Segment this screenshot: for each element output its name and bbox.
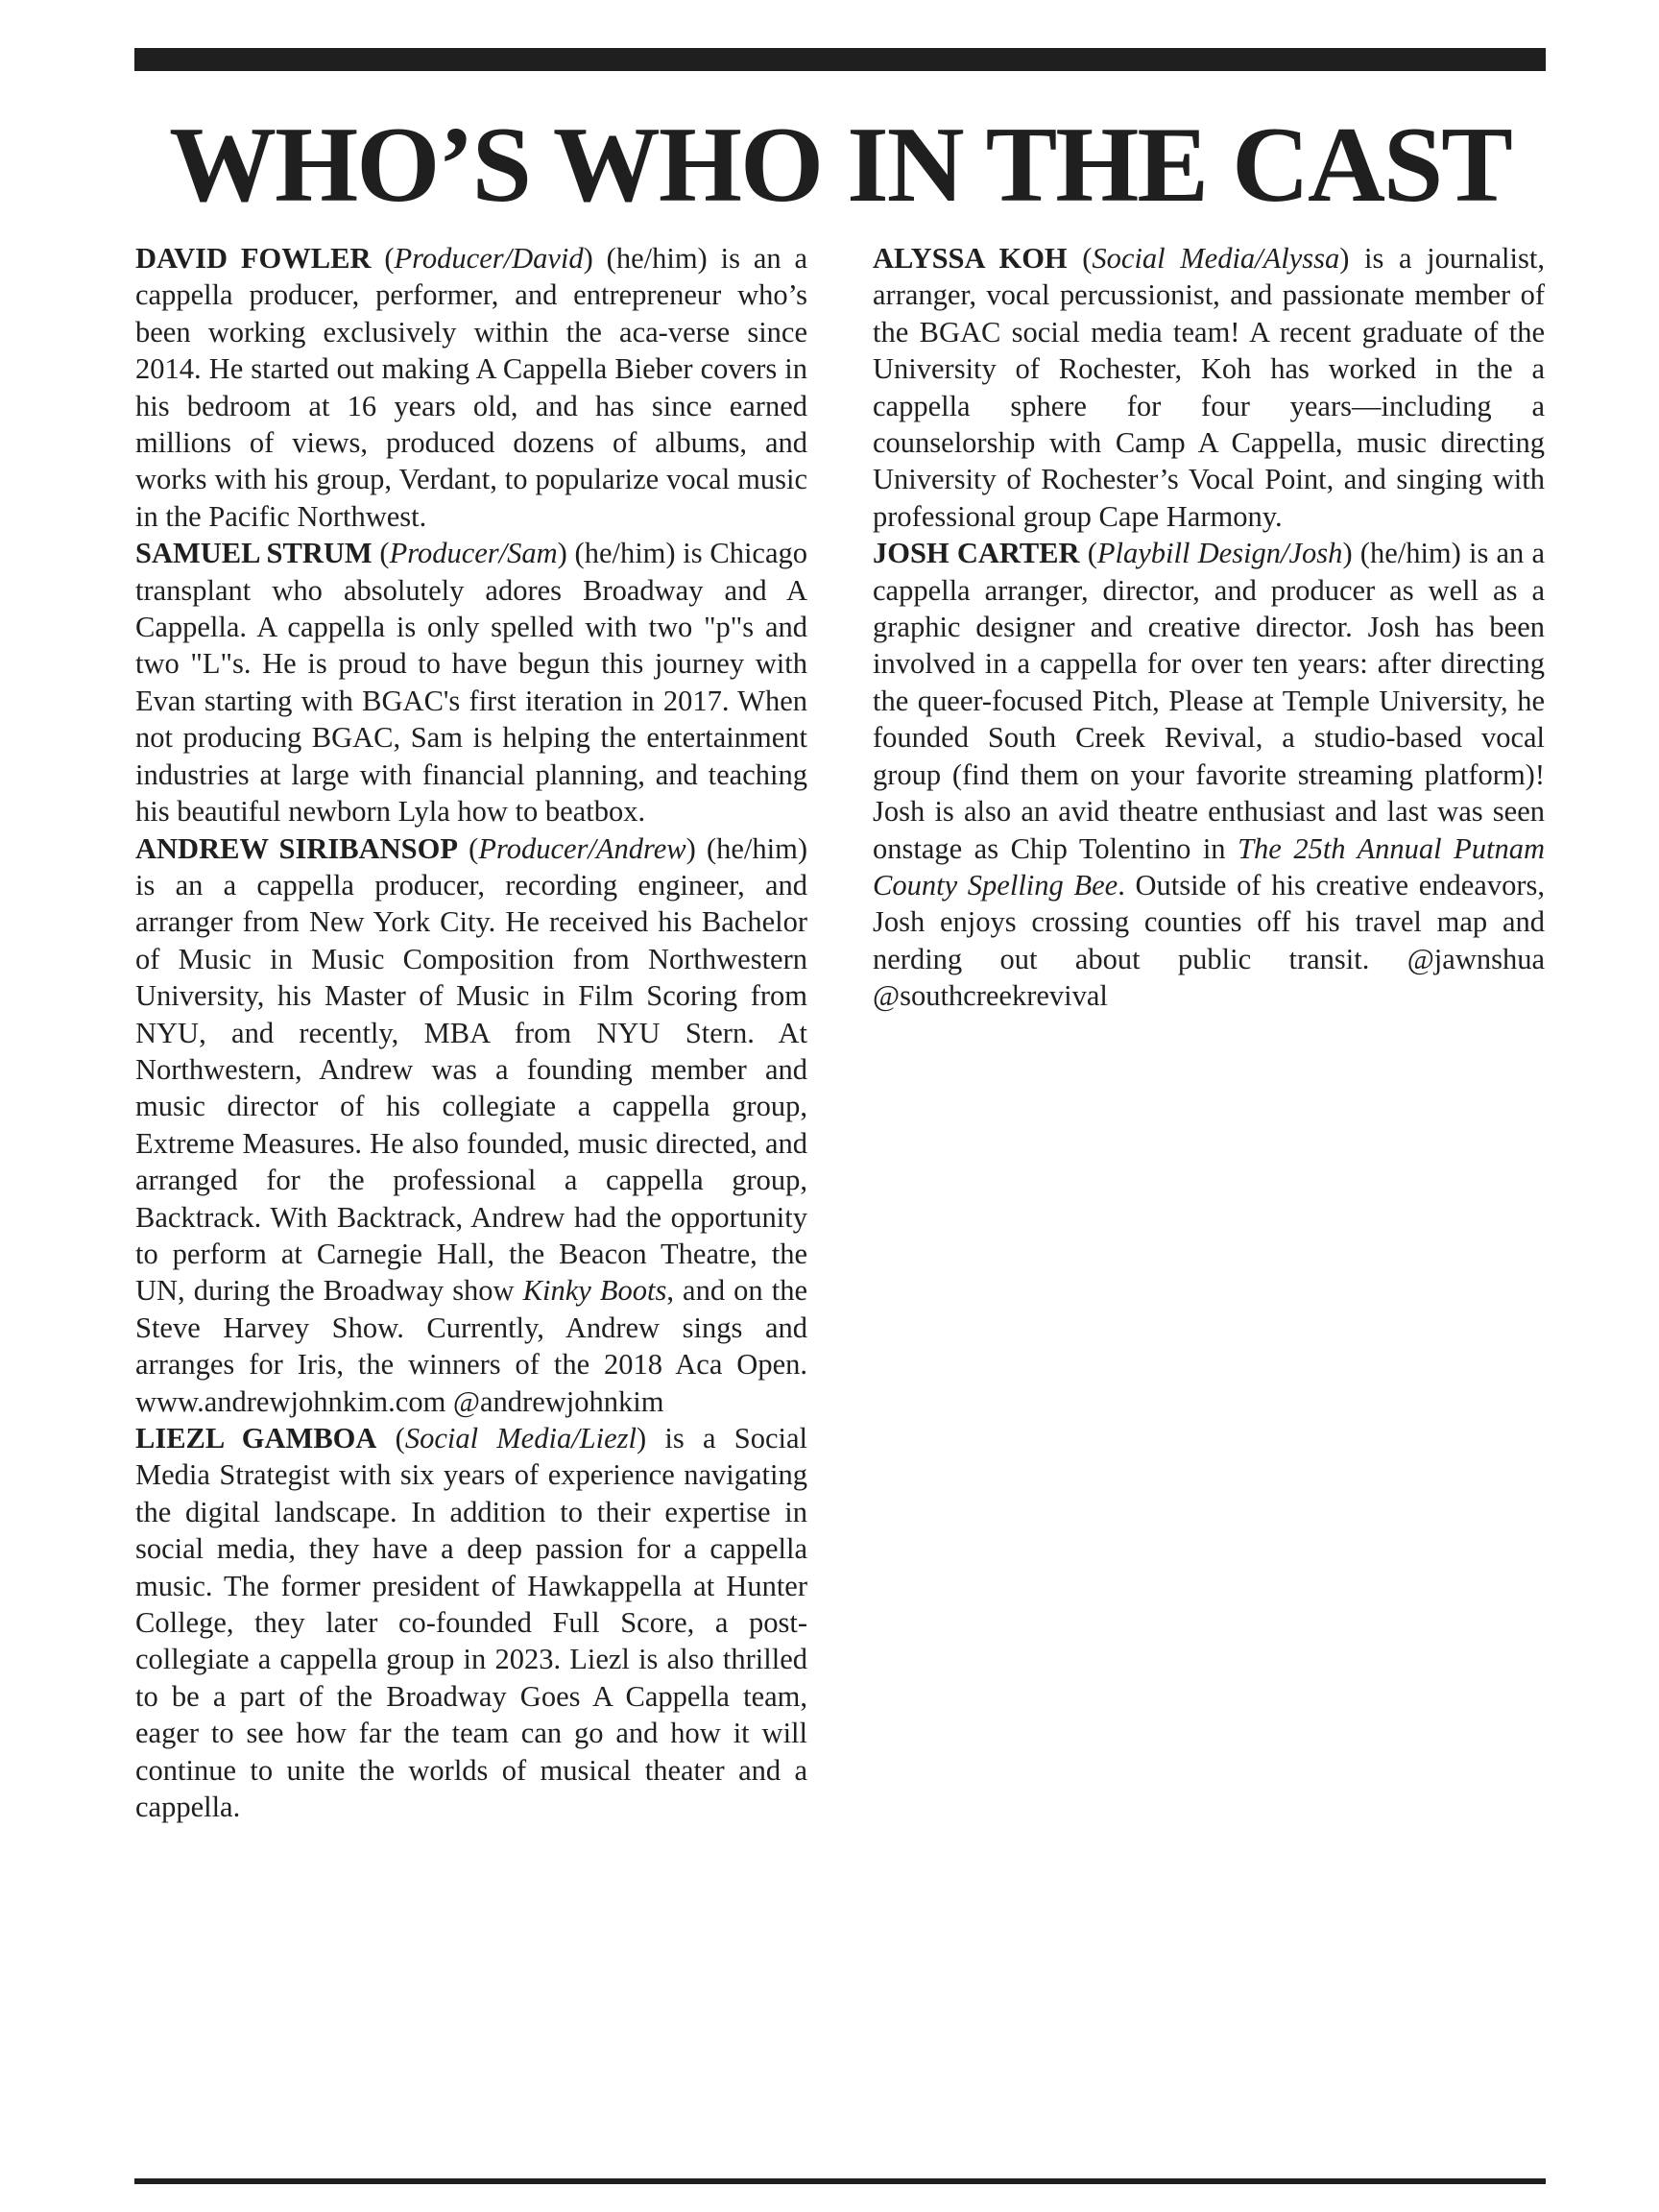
bio-andrew-siribansop: ANDREW SIRIBANSOP (Producer/Andrew) (he/him) is an a cappella producer, recording engineer, and arranger from New York City. He received his Bachelor of Music in Music Composition from Northwestern University, his Master of Music in Film Scoring from NYU, and recently, MBA from NYU Stern. At Northwestern, Andrew was a founding member and music director of his collegiate a cappella group, Extreme Measures. He also founded, music directed, and arranged for the professional a cappella group, Backtrack. With Backtrack, Andrew had the opportunity to perform at Carnegie Hall, the Beacon Theatre, the UN, during the Broadway show Kinky Boots, and on the Steve Harvey Show. Currently, Andrew sings and arranges for Iris, the winners of the 2018 Aca Open. www.andrewjohnkim.com @andrewjohnkim: [135, 831, 807, 1418]
bio-name: LIEZL GAMBOA: [135, 1422, 377, 1455]
bio-pronouns: (he/him): [606, 242, 708, 275]
top-rule: [134, 48, 1546, 71]
bio-samuel-strum: SAMUEL STRUM (Producer/Sam) (he/him) is Chicago transplant who absolutely adores Broadway and A Cappella. A cappella is only spelled with two "p"s and two "L"s. He is proud to have begun this journey with Evan starting with BGAC's first iteration in 2017. When not producing BGAC, Sam is helping the entertainment industries at large with financial planning, and teaching his beautiful newborn Lyla how to beatbox.: [135, 537, 808, 829]
bio-text: is a Social Media Strategist with six years of experience navigating the digital landscape. In addition to their expertise in social media, they have a deep passion for a cappella music. The former president of Hawkappella at Hunter College, they later co-founded Full Score, a post-collegiate a cappella group in 2023. Liezl is also thrilled to be a part of the Broadway Goes A Cappella team, eager to see how far the team can go and how it will continue to unite the worlds of musical theater and a cappella.: [135, 1422, 807, 1824]
bio-text-continued: . Outside of his creative endeavors, Josh enjoys crossing counties off his travel map and nerding out about public transit. @jawnshua @southcreekrevival: [873, 868, 1545, 1013]
left-column: [135, 240, 807, 1825]
social-handle[interactable]: @andrewjohnkim: [452, 1384, 664, 1418]
bio-name: JOSH CARTER: [873, 537, 1080, 570]
bio-text: is a journalist, arranger, vocal percussionist, and passionate member of the BGAC social media team! A recent graduate of the University of Rochester, Koh has worked in the a cappella sphere for four years—including a counselorship with Camp A Cappella, music directing University of Rochester’s Vocal Point, and singing with professional group Cape Harmony.: [873, 242, 1545, 533]
bio-text: is an a cappella arranger, director, and producer as well as a graphic designer and creative director. Josh has been involved in a cappella for over ten years: after directing the queer-focused Pitch, Please at Temple University, he founded South Creek Revival, a studio-based vocal group (find them on your favorite streaming platform)! Josh is also an avid theatre enthusiast and last was seen onstage as Chip Tolentino in: [873, 537, 1545, 865]
bio-text-continued: , and on the Steve Harvey Show. Currently, Andrew sings and arranges for Iris, the winners of the 2018 Aca Open.: [135, 1274, 807, 1382]
bio-role: Producer/David: [394, 242, 584, 275]
bio-role: Producer/Andrew: [478, 831, 686, 865]
bio-name: SAMUEL STRUM: [135, 537, 373, 570]
bio-name: ALYSSA KOH: [873, 242, 1068, 275]
bio-josh-carter: JOSH CARTER (Playbill Design/Josh) (he/him) is an a cappella arranger, director, and producer as well as a graphic designer and creative director. Josh has been involved in a cappella for over ten years: after directing the queer-focused Pitch, Please at Temple University, he founded South Creek Revival, a studio-based vocal group (find them on your favorite streaming platform)! Josh is also an avid theatre enthusiast and last was seen onstage as Chip Tolentino in The 25th Annual Putnam County Spelling Bee. Outside of his creative endeavors, Josh enjoys crossing counties off his travel map and nerding out about public transit. @jawnshua @southcreekrevival: [873, 537, 1546, 1013]
bottom-rule: [134, 2178, 1546, 2184]
bio-role: Social Media/Liezl: [404, 1422, 637, 1455]
bio-text: is an a cappella producer, recording engineer, and arranger from New York City. He received his Bachelor of Music in Music Composition from Northwestern University, his Master of Music in Film Scoring from NYU, and recently, MBA from NYU Stern. At Northwestern, Andrew was a founding member and music director of his collegiate a cappella group, Extreme Measures. He also founded, music directed, and arranged for the professional a cappella group, Backtrack. With Backtrack, Andrew had the opportunity to perform at Carnegie Hall, the Beacon Theatre, the UN, during the Broadway show: [135, 868, 807, 1308]
bio-role: Producer/Sam: [389, 537, 558, 570]
show-title: Kinky Boots: [522, 1274, 667, 1308]
bio-role: Social Media/Alyssa: [1092, 242, 1340, 275]
show-title: The 25th Annual Putnam County Spelling Bee: [873, 831, 1546, 902]
bio-role: Playbill Design/Josh: [1096, 537, 1343, 570]
bio-text: is Chicago transplant who absolutely adores Broadway and A Cappella. A cappella is only spelled with two "p"s and two "L"s. He is proud to have begun this journey with Evan starting with BGAC's first iteration in 2017. When not producing BGAC, Sam is helping the entertainment industries at large with financial planning, and teaching his beautiful newborn Lyla how to beatbox.: [135, 537, 808, 829]
bio-name: DAVID FOWLER: [135, 242, 372, 275]
bio-pronouns: (he/him): [1359, 537, 1461, 570]
right-column: [873, 240, 1545, 1015]
bio-pronouns: (he/him): [706, 831, 807, 865]
bio-pronouns: (he/him): [574, 537, 676, 570]
bio-liezl-gamboa: LIEZL GAMBOA (Social Media/Liezl) is a Social Media Strategist with six years of experience navigating the digital landscape. In addition to their expertise in social media, they have a deep passion for a cappella music. The former president of Hawkappella at Hunter College, they later co-founded Full Score, a post-collegiate a cappella group in 2023. Liezl is also thrilled to be a part of the Broadway Goes A Cappella team, eager to see how far the team can go and how it will continue to unite the worlds of musical theater and a cappella.: [135, 1422, 807, 1824]
bio-text: is an a cappella producer, performer, and entrepreneur who’s been working exclusively within the aca-verse since 2014. He started out making A Cappella Bieber covers in his bedroom at 16 years old, and has since earned millions of views, produced dozens of albums, and works with his group, Verdant, to popularize vocal music in the Pacific Northwest.: [135, 242, 808, 533]
bio-name: ANDREW SIRIBANSOP: [135, 831, 458, 865]
page-title: WHO’S WHO IN THE CAST: [169, 106, 1511, 225]
website-link[interactable]: www.andrewjohnkim.com: [135, 1384, 446, 1418]
bio-alyssa-koh: ALYSSA KOH (Social Media/Alyssa) is a journalist, arranger, vocal percussionist, and passionate member of the BGAC social media team! A recent graduate of the University of Rochester, Koh has worked in the a cappella sphere for four years—including a counselorship with Camp A Cappella, music directing University of Rochester’s Vocal Point, and singing with professional group Cape Harmony.: [873, 242, 1545, 533]
bio-david-fowler: DAVID FOWLER (Producer/David) (he/him) is an a cappella producer, performer, and entrepreneur who’s been working exclusively within the aca-verse since 2014. He started out making A Cappella Bieber covers in his bedroom at 16 years old, and has since earned millions of views, produced dozens of albums, and works with his group, Verdant, to popularize vocal music in the Pacific Northwest.: [135, 242, 808, 533]
